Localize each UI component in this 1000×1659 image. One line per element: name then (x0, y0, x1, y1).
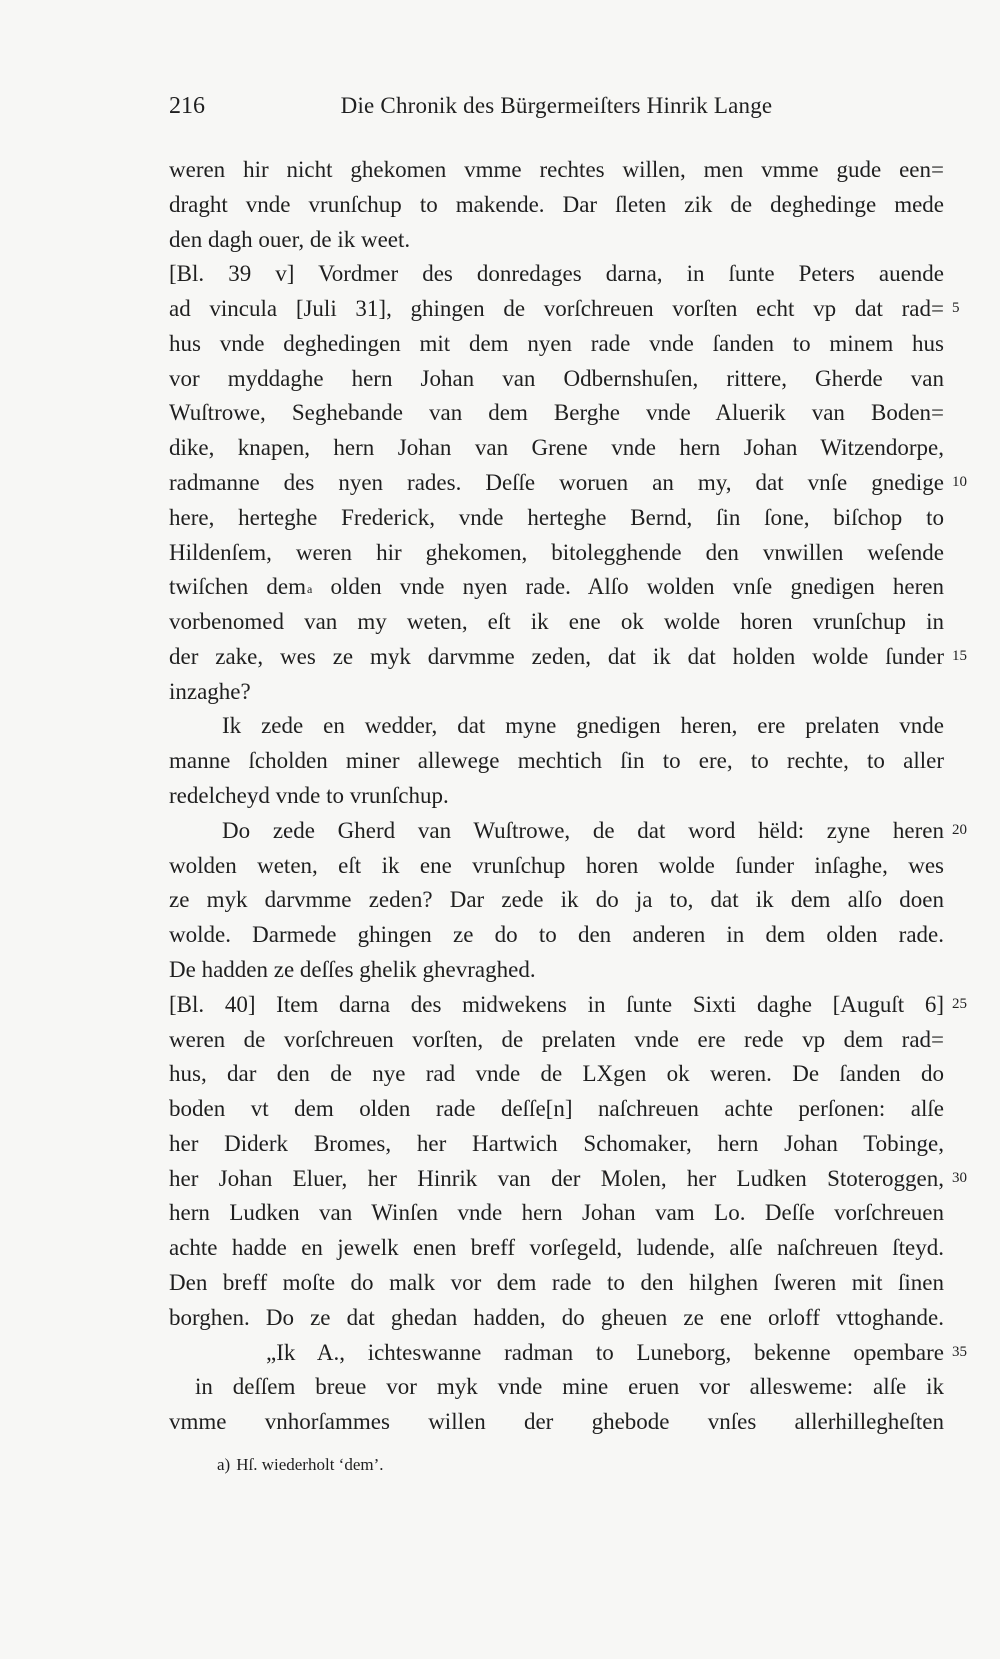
line-text: twiſchen dem (169, 574, 306, 600)
line-text: her Diderk Bromes, her Hartwich Schomaker, hern Johan Tobinge, (169, 1130, 944, 1156)
text-line (169, 813, 967, 848)
text-line (169, 743, 944, 778)
line-text: redelcheyd vnde to vrunſchup. (169, 783, 449, 809)
page-header (169, 90, 944, 122)
line-text: here, herteghe Frederick, vnde herteghe Bernd, ſin ſone, biſchop to (169, 504, 944, 530)
text-line (169, 291, 960, 326)
text-line (169, 256, 944, 291)
text-line (169, 674, 944, 709)
line-text: in deſſem breue vor myk vnde mine eruen vor allesweme: alſe ik (195, 1374, 944, 1400)
line-text: der zake, wes ze myk darvmme zeden, dat ik dat holden wolde ſunder (169, 643, 944, 669)
text-body (169, 152, 967, 1442)
line-number: 10 (952, 474, 967, 491)
text-line (169, 882, 944, 917)
text-line (169, 1161, 967, 1196)
line-text: radmanne des nyen rades. Deſſe woruen an my, dat vnſe gnedige (169, 470, 944, 496)
line-text: Do zede Gherd van Wuſtrowe, de dat word hëld: zyne heren (222, 817, 944, 843)
text-line (169, 952, 944, 987)
line-text: olden vnde nyen rade. Alſo wolden vnſe gnedigen heren (312, 574, 944, 600)
line-number: 15 (952, 647, 967, 664)
text-line (169, 361, 944, 396)
text-line (169, 569, 944, 604)
line-text: weren de vorſchreuen vorſten, de prelaten vnde ere rede vp dem rad= (169, 1026, 944, 1052)
line-number: 25 (952, 995, 967, 1012)
running-title: Die Chronik des Bürgermeiſters Hinrik Lange (340, 93, 773, 118)
text-line (169, 465, 967, 500)
text-line (169, 1022, 944, 1057)
line-number: 20 (952, 821, 967, 838)
footnote-marker: a) (217, 1455, 231, 1474)
text-line (169, 1369, 944, 1404)
line-text: [Bl. 40] Item darna des midwekens in ſunte Sixti daghe [Auguſt 6] (169, 991, 944, 1017)
line-number: 30 (952, 1169, 967, 1186)
text-line (169, 917, 944, 952)
line-text: vorbenomed van my weten, eſt ik ene ok wolde horen vrunſchup in (169, 609, 944, 635)
text-line (169, 1230, 944, 1265)
text-line (169, 1265, 944, 1300)
text-line (169, 326, 944, 361)
line-text: achte hadde en jewelk enen breff vorſegeld, ludende, alſe naſchreuen ſteyd. (169, 1235, 944, 1261)
text-line (169, 778, 944, 813)
line-text: her Johan Eluer, her Hinrik van der Molen, her Ludken Stoteroggen, (169, 1165, 944, 1191)
line-text: manne ſcholden miner allewege mechtich ſin to ere, to rechte, to aller (169, 748, 944, 774)
line-text: ze myk darvmme zeden? Dar zede ik do ja to, dat ik dem alſo doen (169, 887, 944, 913)
text-line (169, 987, 967, 1022)
line-text: Wuſtrowe, Seghebande van dem Berghe vnde Aluerik van Boden= (169, 400, 944, 426)
page-number: 216 (169, 93, 205, 119)
text-line (169, 639, 967, 674)
line-text: hus, dar den de nye rad vnde de LXgen ok weren. De ſanden do (169, 1061, 944, 1087)
line-number: 35 (952, 1343, 967, 1360)
line-text: Ik zede en wedder, dat myne gnedigen heren, ere prelaten vnde (222, 713, 944, 739)
line-text: wolden weten, eſt ik ene vrunſchup horen wolde ſunder inſaghe, wes (169, 852, 944, 878)
line-text: borghen. Do ze dat ghedan hadden, do gheuen ze ene orloff vttoghande. (169, 1304, 944, 1330)
line-text: weren hir nicht ghekomen vmme rechtes willen, men vmme gude een= (169, 157, 944, 182)
text-line (169, 535, 944, 570)
text-line (169, 430, 944, 465)
text-line (169, 222, 944, 257)
line-text: De hadden ze deſſes ghelik ghevraghed. (169, 956, 536, 982)
text-line (169, 1404, 944, 1439)
text-line (169, 1300, 944, 1335)
text-line (169, 604, 944, 639)
text-line (169, 395, 944, 430)
line-text: inzaghe? (169, 678, 251, 704)
line-text: Den breff moſte do malk vor dem rade to den hilghen ſweren mit ſinen (169, 1269, 944, 1295)
line-text: „Ik A., ichteswanne radman to Luneborg, bekenne opembare (266, 1339, 944, 1365)
line-text: vor myddaghe hern Johan van Odbernshuſen, rittere, Gherde van (169, 365, 944, 391)
line-number: 5 (952, 300, 960, 317)
line-text: [Bl. 39 v] Vordmer des donredages darna, in ſunte Peters auende (169, 261, 944, 287)
line-text: Hildenſem, weren hir ghekomen, bitolegghende den vnwillen weſende (169, 539, 944, 565)
line-text: hus vnde deghedingen mit dem nyen rade vnde ſanden to minem hus (169, 330, 944, 356)
text-line (169, 152, 944, 187)
line-text: wolde. Darmede ghingen ze do to den anderen in dem olden rade. (169, 922, 944, 948)
line-text: hern Ludken van Winſen vnde hern Johan vam Lo. Deſſe vorſchreuen (169, 1200, 944, 1226)
text-line (169, 187, 944, 222)
text-line (169, 1335, 967, 1370)
text-line (169, 848, 944, 883)
line-text: ad vincula [Juli 31], ghingen de vorſchreuen vorſten echt vp dat rad= (169, 296, 944, 322)
footnote-reference: a (306, 582, 313, 597)
line-text: dike, knapen, hern Johan van Grene vnde hern Johan Witzendorpe, (169, 435, 944, 461)
text-line (169, 1195, 944, 1230)
text-line (169, 500, 944, 535)
line-text: den dagh ouer, de ik weet. (169, 226, 411, 252)
footnote-text: Hſ. wiederholt ‘dem’. (236, 1455, 384, 1474)
text-line (169, 1056, 944, 1091)
line-text: draght vnde vrunſchup to makende. Dar ſleten zik de deghedinge mede (169, 191, 944, 217)
text-line (169, 1091, 944, 1126)
text-line (169, 708, 944, 743)
line-text: vmme vnhorſammes willen der ghebode vnſes allerhillegheſten (169, 1409, 944, 1435)
footnote (217, 1452, 917, 1478)
line-text: boden vt dem olden rade deſſe[n] naſchreuen achte perſonen: alſe (169, 1096, 944, 1122)
text-line (169, 1126, 944, 1161)
